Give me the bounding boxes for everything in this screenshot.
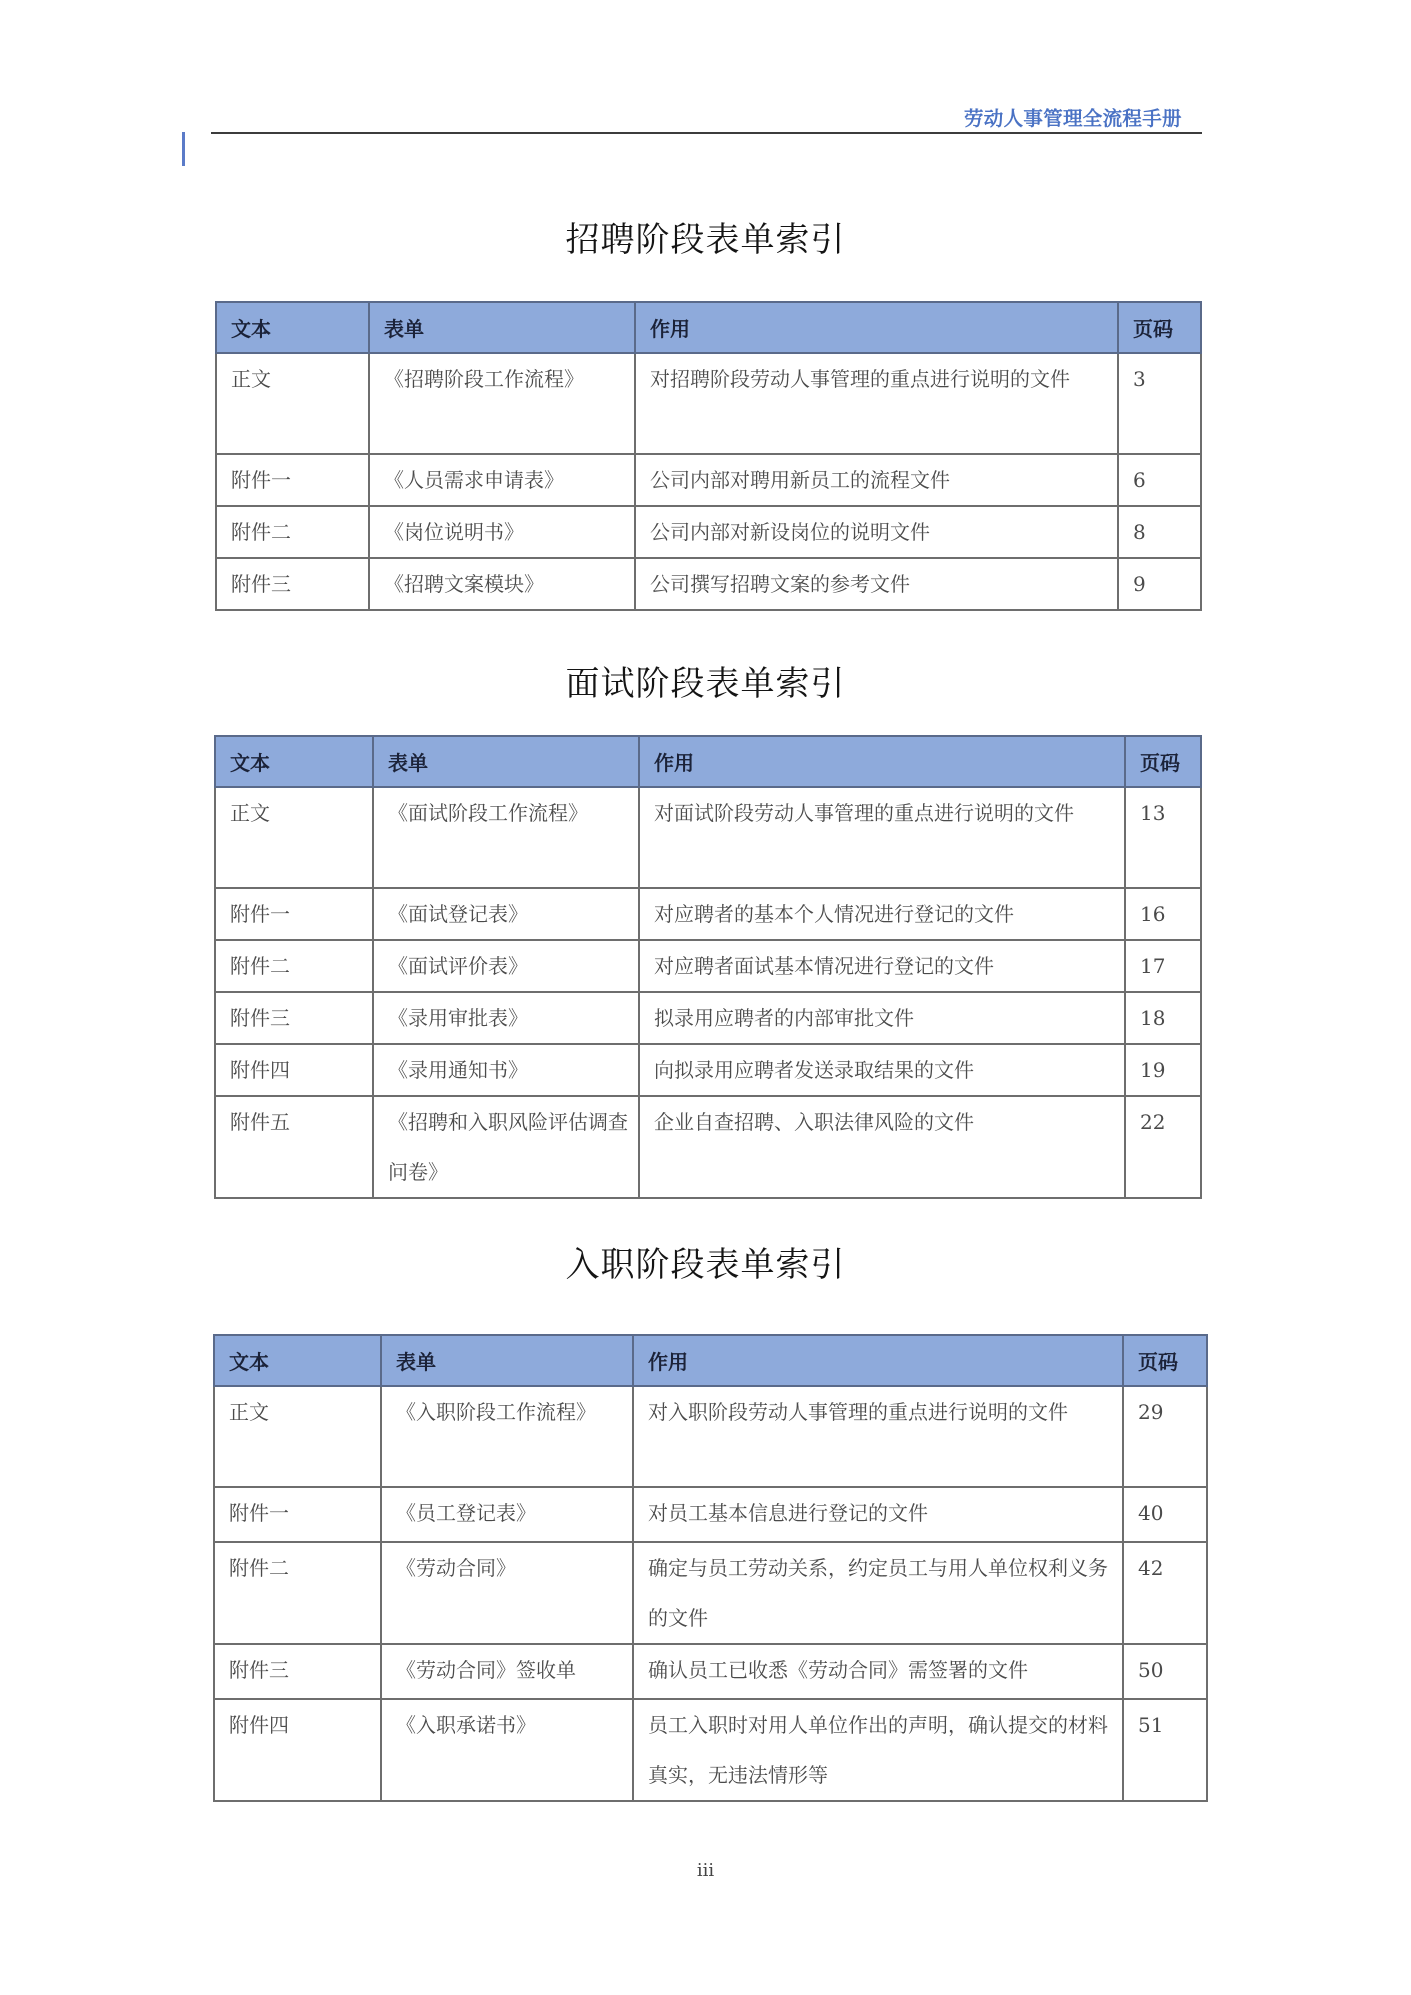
- cell-text: 附件二: [215, 940, 373, 992]
- cell-purpose: 公司内部对聘用新员工的流程文件: [635, 454, 1118, 506]
- cell-text: 附件四: [214, 1699, 381, 1801]
- cell-text: 附件四: [215, 1044, 373, 1096]
- cell-purpose: 企业自查招聘、入职法律风险的文件: [639, 1096, 1125, 1198]
- running-header-title: 劳动人事管理全流程手册: [964, 107, 1182, 130]
- page-number: iii: [696, 1860, 715, 1881]
- table-row: [216, 506, 1201, 558]
- cell-page: 51: [1123, 1699, 1207, 1801]
- cell-purpose: 公司内部对新设岗位的说明文件: [635, 506, 1118, 558]
- cell-form: 《录用通知书》: [373, 1044, 639, 1096]
- cell-text: 正文: [215, 787, 373, 888]
- cell-form: 《劳动合同》签收单: [381, 1644, 633, 1699]
- cell-page: 22: [1125, 1096, 1201, 1198]
- table-row: [214, 1487, 1207, 1542]
- cell-text: 附件一: [214, 1487, 381, 1542]
- cell-page: 13: [1125, 787, 1201, 888]
- cell-form: 《招聘阶段工作流程》: [369, 353, 635, 454]
- table-row: [214, 1386, 1207, 1487]
- cell-purpose: 对应聘者面试基本情况进行登记的文件: [639, 940, 1125, 992]
- column-header-page: 页码: [1118, 302, 1201, 353]
- cell-form: 《招聘文案模块》: [369, 558, 635, 610]
- interview-index-table: [214, 735, 1202, 1199]
- cell-text: 附件一: [215, 888, 373, 940]
- table-row: [214, 1699, 1207, 1801]
- table-row: [216, 353, 1201, 454]
- column-header-form: 表单: [381, 1335, 633, 1386]
- cell-text: 附件三: [216, 558, 369, 610]
- cell-page: 50: [1123, 1644, 1207, 1699]
- column-header-text: 文本: [215, 736, 373, 787]
- cell-form: 《劳动合同》: [381, 1542, 633, 1644]
- column-header-page: 页码: [1123, 1335, 1207, 1386]
- column-header-text: 文本: [216, 302, 369, 353]
- cell-text: 附件二: [216, 506, 369, 558]
- table-row: [215, 940, 1201, 992]
- cell-text: 附件三: [214, 1644, 381, 1699]
- column-header-purpose: 作用: [633, 1335, 1123, 1386]
- table-row: [214, 1644, 1207, 1699]
- cell-page: 17: [1125, 940, 1201, 992]
- cell-purpose: 向拟录用应聘者发送录取结果的文件: [639, 1044, 1125, 1096]
- cell-form: 《员工登记表》: [381, 1487, 633, 1542]
- table-row: [215, 787, 1201, 888]
- cell-form: 《面试评价表》: [373, 940, 639, 992]
- cell-purpose: 对面试阶段劳动人事管理的重点进行说明的文件: [639, 787, 1125, 888]
- cell-form: 《面试登记表》: [373, 888, 639, 940]
- table-header-row: [216, 302, 1201, 353]
- cell-purpose: 确定与员工劳动关系，约定员工与用人单位权利义务的文件: [633, 1542, 1123, 1644]
- column-header-text: 文本: [214, 1335, 381, 1386]
- cell-text: 正文: [214, 1386, 381, 1487]
- section-title-recruitment: 招聘阶段表单索引: [565, 220, 846, 260]
- table-row: [216, 454, 1201, 506]
- column-header-page: 页码: [1125, 736, 1201, 787]
- cell-form: 《入职阶段工作流程》: [381, 1386, 633, 1487]
- table-row: [215, 888, 1201, 940]
- cell-page: 42: [1123, 1542, 1207, 1644]
- cell-form: 《岗位说明书》: [369, 506, 635, 558]
- column-header-form: 表单: [373, 736, 639, 787]
- cell-page: 16: [1125, 888, 1201, 940]
- section-title-interview: 面试阶段表单索引: [565, 664, 846, 704]
- cell-text: 附件一: [216, 454, 369, 506]
- cell-purpose: 对招聘阶段劳动人事管理的重点进行说明的文件: [635, 353, 1118, 454]
- cell-form: 《招聘和入职风险评估调查问卷》: [373, 1096, 639, 1198]
- column-header-form: 表单: [369, 302, 635, 353]
- table-row: [215, 1096, 1201, 1198]
- cell-text: 正文: [216, 353, 369, 454]
- cell-purpose: 对入职阶段劳动人事管理的重点进行说明的文件: [633, 1386, 1123, 1487]
- cell-page: 9: [1118, 558, 1201, 610]
- cell-text: 附件五: [215, 1096, 373, 1198]
- cell-purpose: 确认员工已收悉《劳动合同》需签署的文件: [633, 1644, 1123, 1699]
- cell-page: 19: [1125, 1044, 1201, 1096]
- section-title-onboarding: 入职阶段表单索引: [565, 1245, 846, 1285]
- table-row: [216, 558, 1201, 610]
- cell-purpose: 公司撰写招聘文案的参考文件: [635, 558, 1118, 610]
- cell-purpose: 员工入职时对用人单位作出的声明，确认提交的材料真实，无违法情形等: [633, 1699, 1123, 1801]
- cell-page: 8: [1118, 506, 1201, 558]
- cell-page: 18: [1125, 992, 1201, 1044]
- cell-form: 《入职承诺书》: [381, 1699, 633, 1801]
- cell-text: 附件二: [214, 1542, 381, 1644]
- table-row: [215, 992, 1201, 1044]
- cell-page: 6: [1118, 454, 1201, 506]
- cell-form: 《人员需求申请表》: [369, 454, 635, 506]
- header-rule: [211, 132, 1202, 134]
- cell-form: 《录用审批表》: [373, 992, 639, 1044]
- cell-purpose: 对员工基本信息进行登记的文件: [633, 1487, 1123, 1542]
- table-row: [215, 1044, 1201, 1096]
- margin-mark: [182, 132, 185, 166]
- table-header-row: [214, 1335, 1207, 1386]
- cell-purpose: 拟录用应聘者的内部审批文件: [639, 992, 1125, 1044]
- cell-form: 《面试阶段工作流程》: [373, 787, 639, 888]
- cell-text: 附件三: [215, 992, 373, 1044]
- onboarding-index-table: [213, 1334, 1208, 1802]
- cell-page: 40: [1123, 1487, 1207, 1542]
- recruitment-index-table: [215, 301, 1202, 611]
- cell-purpose: 对应聘者的基本个人情况进行登记的文件: [639, 888, 1125, 940]
- cell-page: 3: [1118, 353, 1201, 454]
- table-row: [214, 1542, 1207, 1644]
- column-header-purpose: 作用: [635, 302, 1118, 353]
- cell-page: 29: [1123, 1386, 1207, 1487]
- table-header-row: [215, 736, 1201, 787]
- column-header-purpose: 作用: [639, 736, 1125, 787]
